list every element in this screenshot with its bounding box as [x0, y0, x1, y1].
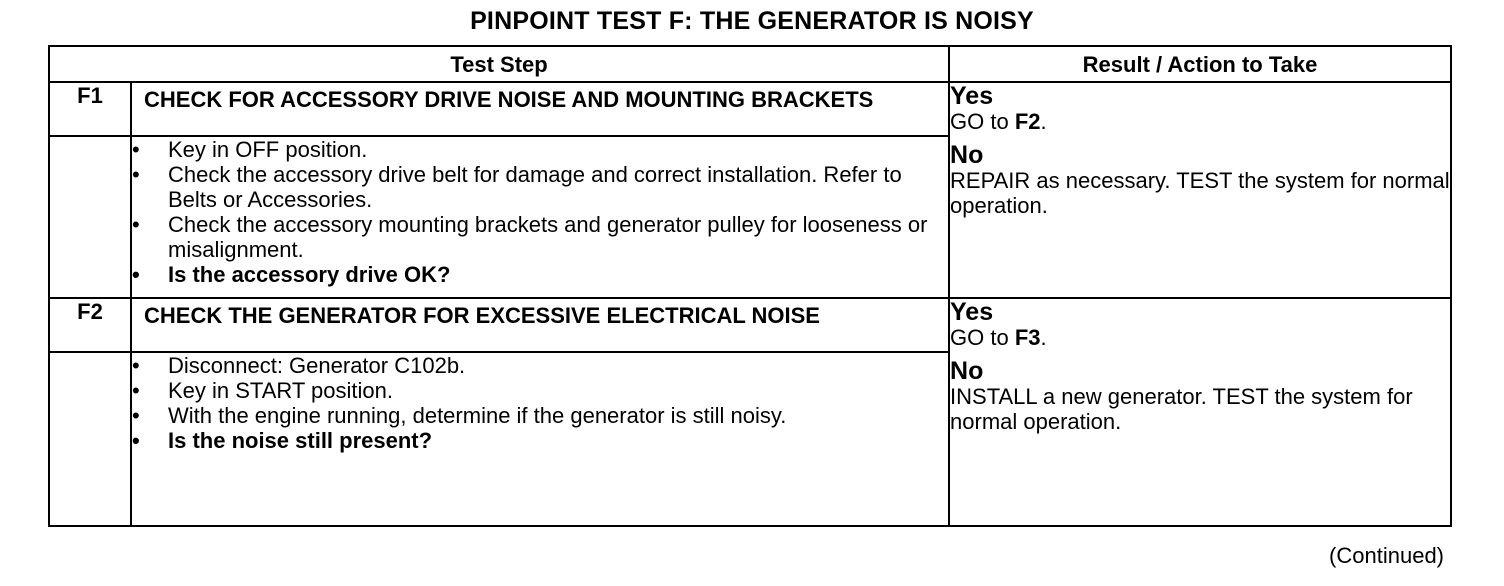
step-f2-yes-action — [950, 325, 1450, 350]
step-f1-yes-label: Yes — [950, 82, 994, 110]
continued-label: (Continued) — [1329, 543, 1444, 568]
step-f2-no-action: INSTALL a new generator. TEST the system for normal operation. — [950, 384, 1413, 434]
step-f1-question: • Is the accessory drive OK? — [132, 262, 451, 287]
step-f1-blank-cell — [49, 136, 131, 298]
list-item: • Key in START position. — [132, 378, 393, 403]
step-f2-title-row — [49, 298, 1451, 352]
step-f1-yes-prefix: GO to — [950, 109, 1015, 134]
step-f1-bullet-list — [132, 137, 948, 287]
list-item: • Disconnect: Generator C102b. — [132, 353, 466, 378]
step-f1-yes-action — [950, 109, 1450, 134]
step-f2-id: F2 — [49, 298, 131, 352]
table-header-row — [49, 46, 1451, 82]
step-f1-heading: CHECK FOR ACCESSORY DRIVE NOISE AND MOUNTING BRACKETS — [131, 82, 949, 136]
list-item: • Check the accessory mounting brackets and generator pulley for looseness or misalignment. — [132, 212, 928, 262]
step-f2-bullet-list — [132, 353, 948, 453]
step-f1-yes-suffix: . — [1040, 109, 1047, 134]
step-f2-yes-target: F3 — [1014, 325, 1041, 350]
step-f1-result — [949, 82, 1451, 298]
step-f2-yes-prefix: GO to — [950, 325, 1015, 350]
list-item: • Check the accessory drive belt for damage and correct installation. Refer to Belts or Accessories. — [132, 162, 902, 212]
step-f2-yes-label: Yes — [950, 298, 994, 326]
step-f1-yes-target: F2 — [1014, 109, 1041, 134]
step-f2-result — [949, 298, 1451, 526]
step-f1-instructions — [131, 136, 949, 298]
step-f2-blank-cell — [49, 352, 131, 526]
step-f1-id: F1 — [49, 82, 131, 136]
header-result-action: Result / Action to Take — [949, 46, 1451, 82]
step-f1-title-row — [49, 82, 1451, 136]
pinpoint-test-table — [48, 45, 1452, 527]
step-f1-no-label: No — [950, 141, 984, 169]
step-f2-heading: CHECK THE GENERATOR FOR EXCESSIVE ELECTRICAL NOISE — [131, 298, 949, 352]
step-f2-no-label: No — [950, 357, 984, 385]
header-test-step: Test Step — [49, 46, 949, 82]
step-f2-yes-suffix: . — [1040, 325, 1047, 350]
step-f2-instructions — [131, 352, 949, 526]
list-item: • With the engine running, determine if the generator is still noisy. — [132, 403, 787, 428]
step-f1-no-action: REPAIR as necessary. TEST the system for normal operation. — [950, 168, 1450, 218]
list-item: • Key in OFF position. — [132, 137, 368, 162]
page-title: PINPOINT TEST F: THE GENERATOR IS NOISY — [470, 7, 1034, 35]
step-f2-question: • Is the noise still present? — [132, 428, 433, 453]
